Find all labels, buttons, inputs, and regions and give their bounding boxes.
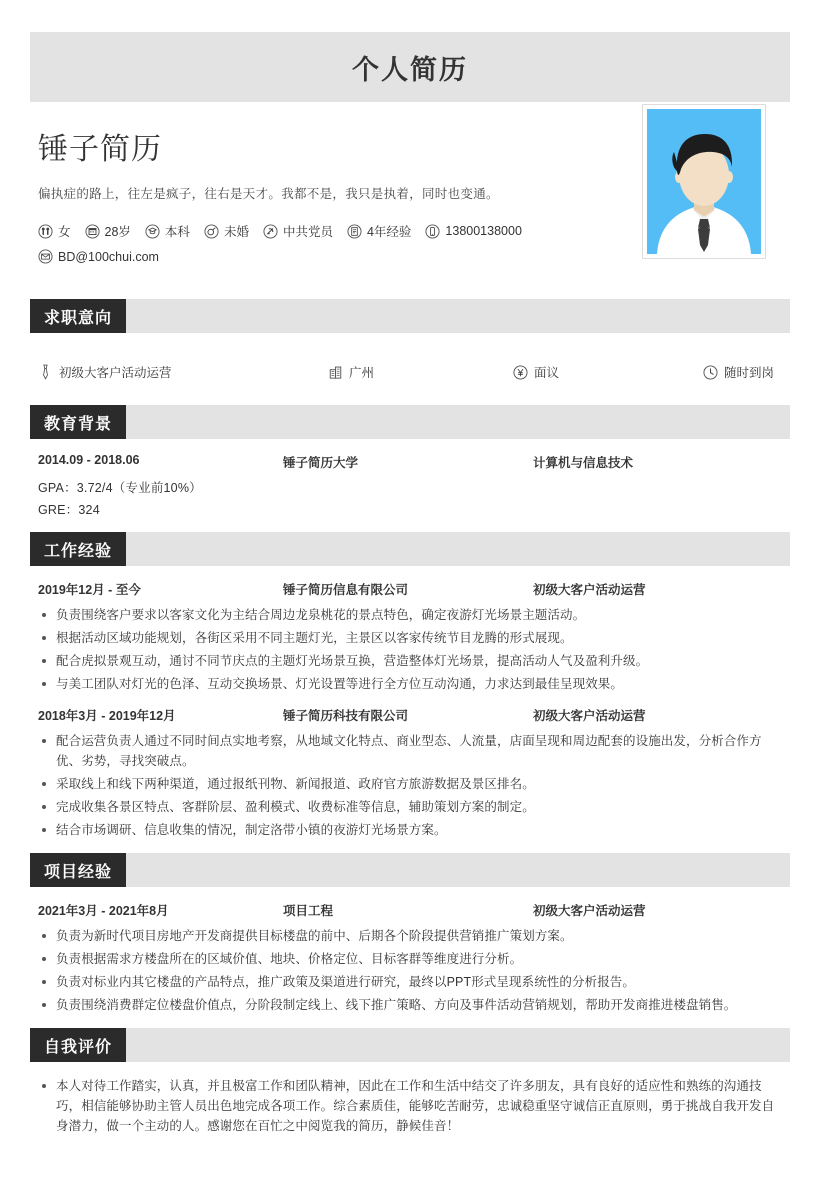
avatar-illustration bbox=[647, 109, 761, 254]
section-body-job-intention bbox=[30, 333, 790, 405]
work-years-icon bbox=[347, 224, 362, 239]
education-entry bbox=[38, 453, 782, 518]
person-name: 锤子简历 bbox=[38, 133, 162, 166]
work-entry bbox=[38, 580, 782, 694]
page-title: 个人简历 bbox=[352, 54, 468, 85]
list-item: 本人对待工作踏实，认真，并且极富工作和团队精神，因此在工作和生活中结交了许多朋友，具有良好的适应性和熟练的沟通技巧，相信能够协助主管人员出色地完成各项工作。综合素质佳，能够吃苦耐劳，忠诚稳重坚守诚信正直原则，勇于挑战自我开发自身潜力，做一个主动的人。感谢您在百忙之中阅览我的简历，静候佳音！ bbox=[38, 1076, 782, 1136]
detail-gender-value: 女 bbox=[58, 225, 71, 239]
section-title-self-evaluation: 自我评价 bbox=[30, 1028, 126, 1062]
section-header-self-evaluation bbox=[30, 1028, 790, 1062]
job-intention-row bbox=[38, 347, 782, 395]
section-header-work-experience bbox=[30, 532, 790, 566]
section-header-education bbox=[30, 405, 790, 439]
education-date: 2014.09 - 2018.06 bbox=[38, 453, 140, 467]
avatar bbox=[642, 104, 766, 259]
section-title-education: 教育背景 bbox=[30, 405, 126, 439]
detail-gender bbox=[38, 222, 71, 240]
detail-marital-status bbox=[204, 222, 249, 240]
work-position: 初级大客户活动运营 bbox=[533, 583, 646, 597]
education-gre: GRE：324 bbox=[38, 503, 100, 517]
detail-email bbox=[38, 249, 159, 264]
person-motto: 偏执症的路上，往左是疯子，往右是天才。我都不是，我只是执着，同时也变通。 bbox=[38, 187, 499, 201]
list-item: 负责对标业内其它楼盘的产品特点，推广政策及渠道进行研究，最终以PPT形式呈现系统性的分析报告。 bbox=[38, 972, 782, 992]
education-entry-head bbox=[38, 453, 782, 471]
work-company: 锤子简历科技有限公司 bbox=[283, 709, 409, 723]
education-icon bbox=[145, 224, 160, 239]
list-item: 根据活动区域功能规划，各街区采用不同主题灯光，主景区以客家传统节目龙腾的形式展现。 bbox=[38, 628, 782, 648]
intention-city bbox=[328, 363, 513, 381]
section-header-job-intention bbox=[30, 299, 790, 333]
project-position: 初级大客户活动运营 bbox=[533, 904, 646, 918]
list-item: 负责围绕消费群定位楼盘价值点，分阶段制定线上、线下推广策略、方向及事件活动营销规划，帮助开发商推进楼盘销售。 bbox=[38, 995, 782, 1015]
detail-marital-status-value: 未婚 bbox=[223, 225, 249, 239]
list-item: 负责根据需求方楼盘所在的区域价值、地块、价格定位、目标客群等维度进行分析。 bbox=[38, 949, 782, 969]
work-entry bbox=[38, 706, 782, 840]
intention-availability bbox=[703, 363, 774, 381]
detail-work-years-value: 4年经验 bbox=[366, 225, 412, 239]
education-school: 锤子简历大学 bbox=[283, 456, 359, 470]
intention-city-value: 广州 bbox=[349, 366, 375, 380]
building-icon bbox=[328, 365, 343, 380]
section-body-work-experience bbox=[30, 566, 790, 853]
email-icon bbox=[38, 249, 53, 264]
calendar-icon bbox=[85, 224, 100, 239]
project-bullets bbox=[38, 926, 782, 1015]
detail-education-value: 本科 bbox=[164, 225, 190, 239]
work-entry-head bbox=[38, 706, 782, 724]
section-body-education bbox=[30, 439, 790, 532]
work-position: 初级大客户活动运营 bbox=[533, 709, 646, 723]
section-title-project-experience: 项目经验 bbox=[30, 853, 126, 887]
work-entry-head bbox=[38, 580, 782, 598]
detail-work-years bbox=[347, 222, 411, 240]
project-date: 2021年3月 - 2021年8月 bbox=[38, 904, 169, 918]
gender-icon bbox=[38, 224, 53, 239]
document-title-band bbox=[30, 32, 790, 102]
detail-political-status bbox=[263, 222, 333, 240]
list-item: 负责为新时代项目房地产开发商提供目标楼盘的前中、后期各个阶段提供营销推广策划方案。 bbox=[38, 926, 782, 946]
list-item: 完成收集各景区特点、客群阶层、盈利模式、收费标准等信息，辅助策划方案的制定。 bbox=[38, 797, 782, 817]
salary-icon bbox=[513, 365, 528, 380]
list-item: 采取线上和线下两种渠道，通过报纸刊物、新闻报道、政府官方旅游数据及景区排名。 bbox=[38, 774, 782, 794]
section-title-job-intention: 求职意向 bbox=[30, 299, 126, 333]
work-company: 锤子简历信息有限公司 bbox=[283, 583, 409, 597]
self-evaluation-bullets bbox=[38, 1076, 782, 1136]
intention-availability-value: 随时到岗 bbox=[724, 366, 775, 380]
section-header-project-experience bbox=[30, 853, 790, 887]
work-bullets bbox=[38, 605, 782, 694]
detail-email-value: BD@100chui.com bbox=[58, 249, 159, 264]
list-item: 负责围绕客户要求以客家文化为主结合周边龙泉桃花的景点特色，确定夜游灯光场景主题活动。 bbox=[38, 605, 782, 625]
clock-icon bbox=[703, 365, 718, 380]
detail-age bbox=[85, 222, 131, 240]
list-item: 配合运营负责人通过不同时间点实地考察，从地域文化特点、商业型态、人流量，店面呈现和周边配套的设施出发，分析合作方优、劣势，寻找突破点。 bbox=[38, 731, 782, 771]
detail-age-value: 28岁 bbox=[104, 225, 131, 239]
intention-position bbox=[38, 363, 328, 381]
detail-phone-value: 13800138000 bbox=[445, 224, 522, 238]
marital-status-icon bbox=[204, 224, 219, 239]
intention-position-value: 初级大客户活动运营 bbox=[59, 366, 172, 380]
project-entry bbox=[38, 901, 782, 1015]
list-item: 结合市场调研、信息收集的情况，制定洛带小镇的夜游灯光场景方案。 bbox=[38, 820, 782, 840]
section-body-self-evaluation bbox=[30, 1062, 790, 1149]
list-item: 配合虎拟景观互动，通讨不同节庆点的主题灯光场景互换，营造整体灯光场景，提高活动人气及盈利升级。 bbox=[38, 651, 782, 671]
section-body-project-experience bbox=[30, 887, 790, 1028]
tie-icon bbox=[38, 364, 53, 380]
project-entry-head bbox=[38, 901, 782, 919]
work-bullets bbox=[38, 731, 782, 840]
work-date: 2019年12月 - 至今 bbox=[38, 583, 141, 597]
project-name: 项目工程 bbox=[283, 904, 334, 918]
party-member-icon bbox=[263, 224, 278, 239]
intention-salary-value: 面议 bbox=[534, 366, 560, 380]
section-title-work-experience: 工作经验 bbox=[30, 532, 126, 566]
resume-page bbox=[0, 32, 820, 1192]
detail-education bbox=[145, 222, 190, 240]
phone-icon bbox=[425, 224, 440, 239]
intention-salary bbox=[513, 363, 703, 381]
education-major: 计算机与信息技术 bbox=[533, 456, 634, 470]
work-date: 2018年3月 - 2019年12月 bbox=[38, 709, 176, 723]
personal-info-block bbox=[30, 102, 790, 299]
detail-political-status-value: 中共党员 bbox=[282, 225, 333, 239]
detail-phone bbox=[425, 224, 521, 239]
education-gpa: GPA：3.72/4（专业前10%） bbox=[38, 481, 202, 495]
list-item: 与美工团队对灯光的色泽、互动交换场景、灯光设置等进行全方位互动沟通，力求达到最佳呈现效果。 bbox=[38, 674, 782, 694]
